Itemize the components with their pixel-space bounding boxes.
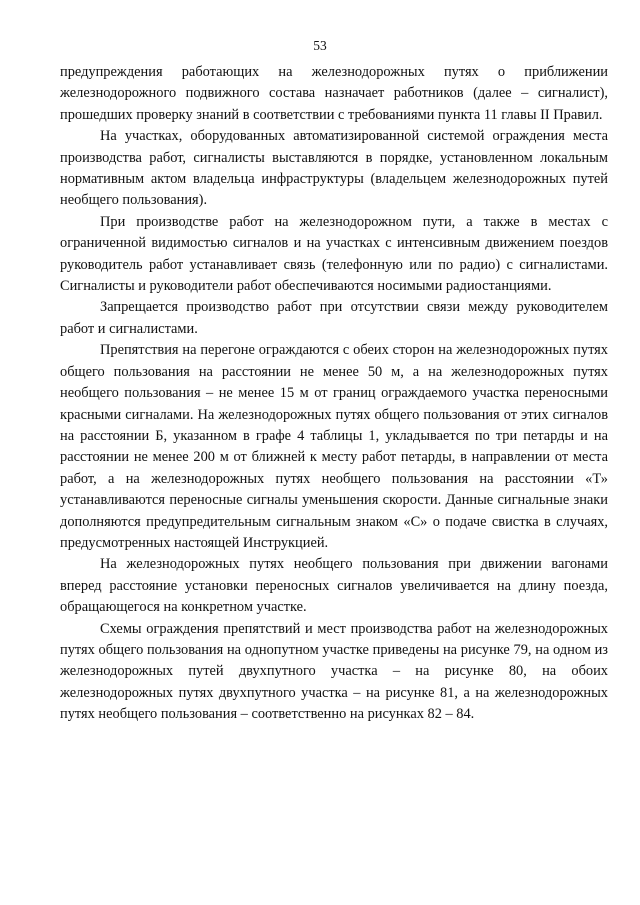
paragraph-obstacle-fencing: Препятствия на перегоне ограждаются с обеих сторон на железнодорожных путях общего пользования на расстоянии не менее 50 м, а на железнодорожных путях необщего пользования – не менее 15 м от границ ограждаемого участка переносными красными сигналами. На железнодорожных путях общего пользования от этих сигналов на расстоянии Б, указанном в графе 4 таблицы 1, укладывается по три петарды и на расстоянии не менее 200 м от ближней к месту работ петарды, в направлении от места работ, а на железнодорожных путях необщего пользования на расстоянии «Т» устанавливаются переносные сигналы уменьшения скорости. Данные сигнальные знаки дополняются предупредительным сигнальным знаком «С» о подаче свистка в случаях, предусмотренных настоящей Инструкцией. (60, 342, 608, 551)
body-text (60, 62, 608, 726)
page-number: 53 (313, 38, 327, 53)
paragraph-figure-references: Схемы ограждения препятствий и мест производства работ на железнодорожных путях общего пользования на однопутном участке приведены на рисунке 79, на одном из железнодорожных путей двухпутного участка – на рисунке 80, на обоих железнодорожных путях двухпутного участка – на рисунке 81, а на железнодорожных путях необщего пользования – соответственно на рисунках 82 – 84. (60, 620, 608, 723)
paragraph-continuation: предупреждения работающих на железнодорожных путях о приближении железнодорожного подвижного состава назначает работников (далее – сигналист), прошедших проверку знаний в соответствии с требованиями пункта 11 главы II Правил. (60, 64, 608, 123)
paragraph-signalmen-automated-system: На участках, оборудованных автоматизированной системой ограждения места производства работ, сигналисты выставляются в порядке, установленном локальным нормативным актом владельца инфраструктуры (владельцем железнодорожных путей необщего пользования). (60, 128, 608, 209)
paragraph-non-public-tracks: На железнодорожных путях необщего пользования при движении вагонами вперед расстояние установки переносных сигналов увеличивается на длину поезда, обращающегося на конкретном участке. (60, 556, 608, 616)
paragraph-prohibition: Запрещается производство работ при отсутствии связи между руководителем работ и сигналистами. (60, 299, 608, 337)
paragraph-communication: При производстве работ на железнодорожном пути, а также в местах с ограниченной видимостью сигналов и на участках с интенсивным движением поездов руководитель работ устанавливает связь (телефонную или по радио) с сигналистами. Сигналисты и руководители работ обеспечиваются носимыми радиостанциями. (60, 213, 608, 295)
